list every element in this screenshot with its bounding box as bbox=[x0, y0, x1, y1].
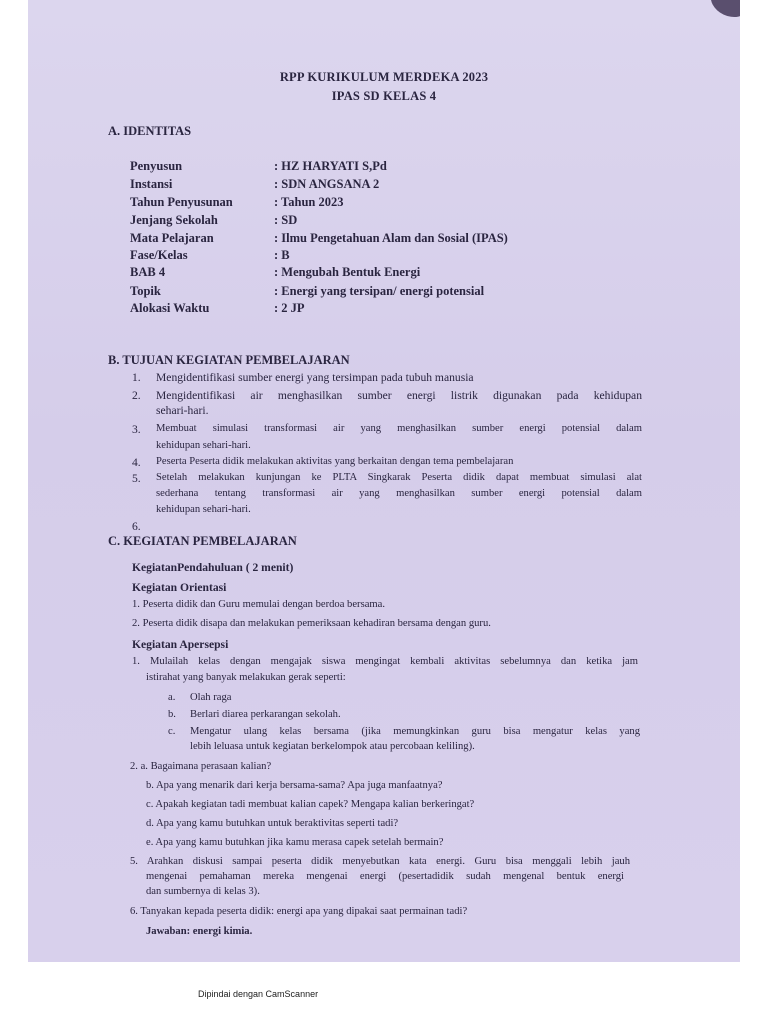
sub-letter: a. bbox=[168, 692, 176, 703]
identitas-label: Topik bbox=[130, 284, 161, 298]
section-tujuan-heading: B. TUJUAN KEGIATAN PEMBELAJARAN bbox=[108, 353, 350, 367]
identitas-row bbox=[130, 177, 379, 192]
identitas-row bbox=[130, 231, 508, 246]
identitas-row bbox=[130, 265, 420, 280]
tujuan-number: 6. bbox=[132, 520, 141, 533]
section-kegiatan-heading: C. KEGIATAN PEMBELAJARAN bbox=[108, 534, 297, 548]
question-line: d. Apa yang kamu butuhkan untuk beraktivitas seperti tadi? bbox=[146, 818, 399, 829]
sub-text: Olah raga bbox=[190, 692, 232, 703]
orientasi-heading: Kegiatan Orientasi bbox=[132, 581, 227, 594]
apersepsi-item-1: 1. Mulailah kelas dengan mengajak siswa mengingat kembali aktivitas sebelumnya dan ketika jam bbox=[132, 656, 638, 667]
doc-subtitle: IPAS SD KELAS 4 bbox=[331, 89, 437, 103]
tujuan-item-text: Mengidentifikasi air menghasilkan sumber energi listrik digunakan pada kehidupan bbox=[156, 389, 642, 402]
tujuan-number: 3. bbox=[132, 423, 141, 436]
tujuan-item-text: Membuat simulasi transformasi air yang menghasilkan sumber energi potensial dalam bbox=[156, 423, 642, 434]
identitas-row bbox=[130, 195, 343, 210]
identitas-label: Mata Pelajaran bbox=[130, 231, 214, 245]
tujuan-number: 5. bbox=[132, 472, 141, 485]
orientasi-item: 2. Peserta didik disapa dan melakukan pemeriksaan kehadiran bersama dengan guru. bbox=[132, 618, 491, 629]
apersepsi-item-6: 6. Tanyakan kepada peserta didik: energi apa yang dipakai saat permainan tadi? bbox=[130, 906, 468, 917]
tujuan-number: 2. bbox=[132, 389, 141, 402]
question-line: c. Apakah kegiatan tadi membuat kalian capek? Mengapa kalian berkeringat? bbox=[146, 799, 475, 810]
tujuan-item-text: kehidupan sehari-hari. bbox=[156, 504, 251, 515]
tujuan-number: 4. bbox=[132, 456, 141, 469]
tujuan-item-text: Peserta Peserta didik melakukan aktivitas yang berkaitan dengan tema pembelajaran bbox=[156, 456, 514, 467]
identitas-label: Fase/Kelas bbox=[130, 248, 188, 262]
question-line: 2. a. Bagaimana perasaan kalian? bbox=[130, 761, 272, 772]
apersepsi-item-5-cont: mengenai pemahaman mereka mengenai energi (pesertadidik sudah mengenal bentuk energi bbox=[146, 871, 624, 882]
identitas-value: : Mengubah Bentuk Energi bbox=[274, 265, 421, 279]
tujuan-item-text: sederhana tentang transformasi air yang menghasilkan sumber energi potensial dalam bbox=[156, 488, 642, 499]
section-identitas-heading: A. IDENTITAS bbox=[108, 124, 192, 138]
apersepsi-item-1-cont: istirahat yang banyak melakukan gerak seperti: bbox=[146, 672, 346, 683]
identitas-value: : SD bbox=[274, 213, 298, 227]
question-line: e. Apa yang kamu butuhkan jika kamu merasa capek setelah bermain? bbox=[146, 837, 444, 848]
apersepsi-item-5-cont: dan sumbernya di kelas 3). bbox=[146, 886, 260, 897]
identitas-row bbox=[130, 301, 305, 316]
identitas-label: Jenjang Sekolah bbox=[130, 213, 218, 227]
pendahuluan-heading: KegiatanPendahuluan ( 2 menit) bbox=[132, 561, 294, 574]
identitas-value: : HZ HARYATI S,Pd bbox=[274, 159, 387, 173]
identitas-label: BAB 4 bbox=[130, 265, 166, 279]
sub-letter: c. bbox=[168, 726, 176, 737]
identitas-label: Alokasi Waktu bbox=[130, 301, 210, 315]
identitas-row bbox=[130, 248, 290, 263]
identitas-value: : 2 JP bbox=[274, 301, 305, 315]
identitas-label: Tahun Penyusunan bbox=[130, 195, 233, 209]
identitas-label: Instansi bbox=[130, 177, 173, 191]
identitas-value: : B bbox=[274, 248, 290, 262]
doc-title: RPP KURIKULUM MERDEKA 2023 bbox=[279, 70, 489, 84]
orientasi-item: 1. Peserta didik dan Guru memulai dengan berdoa bersama. bbox=[132, 599, 385, 610]
identitas-value: : SDN ANGSANA 2 bbox=[274, 177, 380, 191]
page-corner-shadow bbox=[706, 0, 740, 23]
tujuan-item-text: sehari-hari. bbox=[156, 404, 209, 417]
tujuan-number: 1. bbox=[132, 371, 141, 384]
tujuan-item-text: Mengidentifikasi sumber energi yang tersimpan pada tubuh manusia bbox=[156, 371, 474, 384]
identitas-value: : Tahun 2023 bbox=[274, 195, 344, 209]
tujuan-item-text: Setelah melakukan kunjungan ke PLTA Singkarak Peserta didik dapat membuat simulasi alat bbox=[156, 472, 642, 483]
identitas-value: : Ilmu Pengetahuan Alam dan Sosial (IPAS) bbox=[274, 231, 508, 245]
sub-text: Berlari diarea perkarangan sekolah. bbox=[190, 709, 341, 720]
identitas-row bbox=[130, 159, 387, 174]
identitas-row bbox=[130, 213, 297, 228]
sub-text: Mengatur ulang kelas bersama (jika memungkinkan guru bisa mengatur kelas yang bbox=[190, 726, 640, 737]
tujuan-item-text: kehidupan sehari-hari. bbox=[156, 440, 251, 451]
question-line: b. Apa yang menarik dari kerja bersama-sama? Apa juga manfaatnya? bbox=[146, 780, 443, 791]
apersepsi-item-5: 5. Arahkan diskusi sampai peserta didik menyebutkan kata energi. Guru bisa menggali lebih jauh bbox=[130, 856, 630, 867]
scanner-watermark: Dipindai dengan CamScanner bbox=[198, 989, 319, 999]
sub-letter: b. bbox=[168, 709, 176, 720]
identitas-value: : Energi yang tersipan/ energi potensial bbox=[274, 284, 485, 298]
sub-text-cont: lebih leluasa untuk kegiatan berkelompok atau percobaan keliling). bbox=[190, 741, 475, 752]
apersepsi-heading: Kegiatan Apersepsi bbox=[132, 638, 229, 651]
identitas-label: Penyusun bbox=[130, 159, 183, 173]
scanned-page bbox=[28, 0, 740, 962]
answer-line: Jawaban: energi kimia. bbox=[146, 926, 253, 937]
identitas-row bbox=[130, 284, 484, 299]
